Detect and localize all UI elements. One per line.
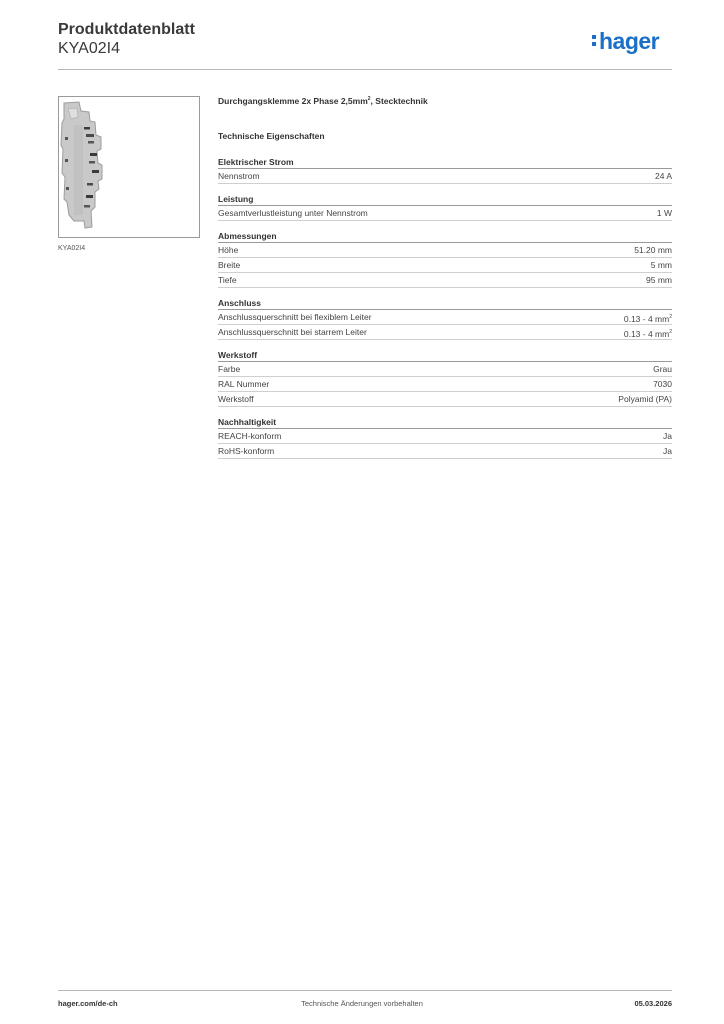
property-section [218,156,672,184]
property-value-text: Grau [653,364,672,374]
property-label: Nennstrom [218,171,260,181]
product-image [58,96,200,238]
property-value [657,206,672,220]
property-label: Anschlussquerschnitt bei flexiblem Leiter [218,312,372,322]
property-row [218,169,672,184]
property-value [663,429,672,443]
property-row [218,243,672,258]
terminal-block-icon [59,97,199,237]
property-label: Gesamtverlustleistung unter Nennstrom [218,208,368,218]
footer-divider [58,990,672,991]
property-value-text: 51.20 mm [634,245,672,255]
property-value [624,310,672,324]
header-divider [58,69,672,70]
image-caption: KYA02I4 [58,245,86,252]
property-value-text: 5 mm [650,260,672,270]
property-value [634,243,672,257]
property-value-sup: 2 [669,314,672,320]
footer-notice: Technische Änderungen vorbehalten [301,999,423,1008]
section-title: Nachhaltigkeit [218,416,672,429]
footer-website[interactable]: hager.com/de-ch [58,999,118,1008]
footer-date: 05.03.2026 [634,999,672,1008]
property-value [663,444,672,458]
property-row [218,444,672,459]
property-value-text: 95 mm [646,275,672,285]
property-value [624,325,672,339]
property-value [655,169,672,183]
property-value-text: 24 A [654,171,672,181]
section-title: Elektrischer Strom [218,156,672,169]
property-label: Werkstoff [218,394,254,404]
product-title-suffix: , Stecktechnik [370,96,428,106]
property-section [218,416,672,459]
product-code: KYA02I4 [58,40,120,57]
property-section [218,349,672,407]
hager-logo [592,30,659,53]
product-title-text: Durchgangsklemme 2x Phase 2,5mm [218,96,368,106]
property-value [651,258,672,272]
property-label: Anschlussquerschnitt bei starrem Leiter [218,327,367,337]
logo-text: hager [599,28,660,54]
property-row [218,206,672,221]
property-row [218,377,672,392]
property-row [218,310,672,325]
property-row [218,429,672,444]
property-label: Farbe [218,364,241,374]
section-title: Werkstoff [218,349,672,362]
product-title-sup: 2 [367,96,371,103]
property-label: RoHS-konform [218,446,275,456]
property-row [218,362,672,377]
property-label: Breite [218,260,241,270]
property-label: REACH-konform [218,431,282,441]
property-value-text: Ja [663,446,672,456]
property-value-text: 7030 [653,379,672,389]
property-value-sup: 2 [669,329,672,335]
property-label: RAL Nummer [218,379,270,389]
property-value [618,392,672,406]
properties-table [218,156,672,468]
logo-dots-icon [592,35,597,49]
property-value [653,362,672,376]
section-title: Anschluss [218,297,672,310]
property-value-text: 1 W [656,208,672,218]
product-title [218,96,428,106]
property-row [218,325,672,340]
property-row [218,258,672,273]
property-row [218,392,672,407]
property-label: Höhe [218,245,239,255]
document-title: Produktdatenblatt [58,21,195,38]
property-value [653,377,672,391]
section-title: Leistung [218,193,672,206]
property-section [218,230,672,288]
property-value-text: 0.13 - 4 mm [623,328,670,339]
property-value-text: Polyamid (PA) [618,394,672,404]
section-title: Abmessungen [218,230,672,243]
property-row [218,273,672,288]
property-value [646,273,672,287]
property-value-text: Ja [663,431,672,441]
property-label: Tiefe [218,275,237,285]
property-section [218,297,672,340]
property-value-text: 0.13 - 4 mm [623,313,670,324]
properties-heading: Technische Eigenschaften [218,131,325,141]
property-section [218,193,672,221]
